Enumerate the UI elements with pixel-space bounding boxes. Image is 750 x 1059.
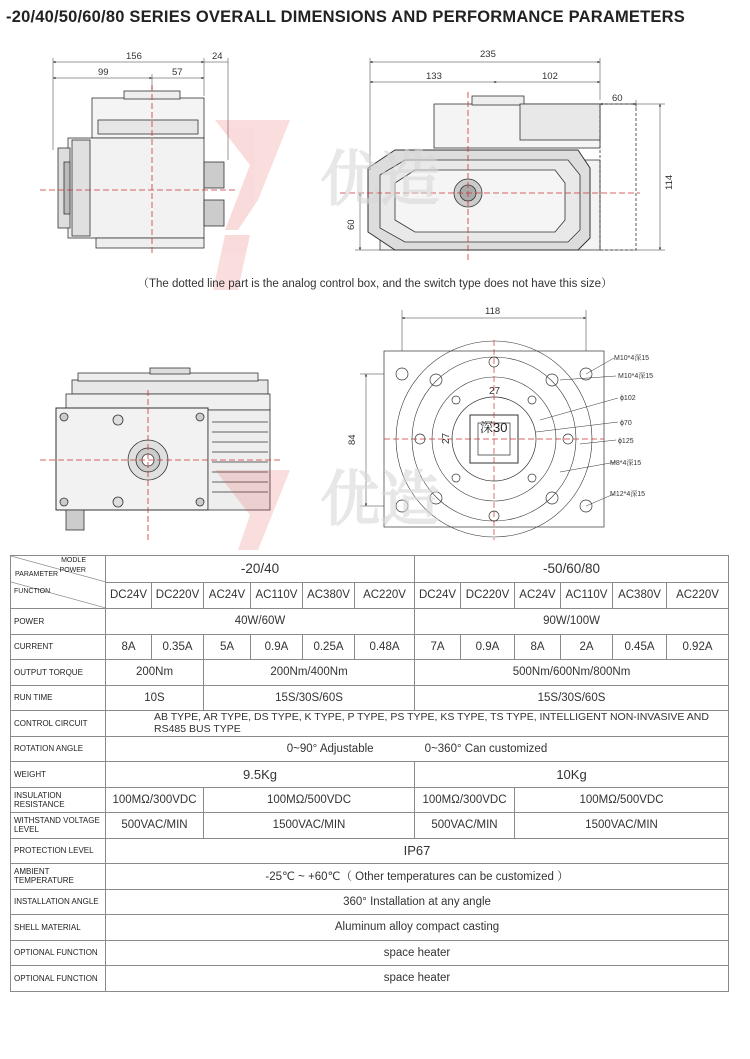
insulation-ac-b: 100MΩ/500VDC bbox=[515, 787, 729, 813]
side-view-drawing bbox=[40, 58, 235, 255]
torque-dc: 200Nm bbox=[106, 660, 204, 686]
dim-24: 24 bbox=[212, 51, 223, 62]
row-shell-material bbox=[11, 915, 729, 941]
dim-235: 235 bbox=[480, 49, 496, 60]
power-20-40: 40W/60W bbox=[106, 609, 415, 635]
withstand-dc-b: 500VAC/MIN bbox=[415, 813, 515, 839]
torque-ac: 200Nm/400Nm bbox=[204, 660, 415, 686]
row-label: CONTROL CIRCUIT bbox=[11, 711, 106, 737]
corner-modle: MODLE bbox=[61, 557, 86, 564]
dim-60-side: 60 bbox=[346, 219, 357, 230]
current-cell: 0.48A bbox=[355, 634, 415, 660]
dim-102: 102 bbox=[542, 71, 558, 82]
current-cell: 5A bbox=[204, 634, 251, 660]
corner-parameter: PARAMETER bbox=[15, 571, 59, 578]
corner-function: FUNCTION bbox=[14, 588, 51, 595]
voltage-cell: AC220V bbox=[355, 582, 415, 609]
row-run-time bbox=[11, 685, 729, 711]
row-current bbox=[11, 634, 729, 660]
voltage-cell: DC220V bbox=[461, 582, 515, 609]
voltage-cell: AC24V bbox=[204, 582, 251, 609]
current-cell: 7A bbox=[415, 634, 461, 660]
row-label: OUTPUT TORQUE bbox=[11, 660, 106, 686]
voltage-cell: DC24V bbox=[415, 582, 461, 609]
dim-114: 114 bbox=[664, 174, 675, 190]
voltage-cell: DC220V bbox=[152, 582, 204, 609]
row-label: RUN TIME bbox=[11, 685, 106, 711]
weight-20-40: 9.5Kg bbox=[106, 762, 415, 788]
dotted-line-note: （The dotted line part is the analog control box, and the switch type does not have this size） bbox=[137, 278, 613, 290]
row-ambient-temperature bbox=[11, 864, 729, 890]
page-title: -20/40/50/60/80 SERIES OVERALL DIMENSIONS AND PERFORMANCE PARAMETERS bbox=[6, 8, 685, 26]
current-cell: 0.45A bbox=[613, 634, 667, 660]
withstand-dc-a: 500VAC/MIN bbox=[106, 813, 204, 839]
row-label: AMBIENT TEMPERATURE bbox=[11, 864, 106, 890]
optional-function-value: space heater bbox=[106, 966, 729, 992]
row-label: POWER bbox=[11, 609, 106, 635]
dia-125: ϕ125 bbox=[618, 438, 634, 445]
runtime-50-60-80: 15S/30S/60S bbox=[415, 685, 729, 711]
dia-102: ϕ102 bbox=[620, 395, 636, 402]
runtime-dc: 10S bbox=[106, 685, 204, 711]
hole-m10-a: M10*4深15 bbox=[614, 355, 650, 362]
current-cell: 0.9A bbox=[461, 634, 515, 660]
row-label: SHELL MATERIAL bbox=[11, 915, 106, 941]
hole-m8: M8*4深15 bbox=[610, 460, 642, 467]
row-label: OPTIONAL FUNCTION bbox=[11, 940, 106, 966]
row-power bbox=[11, 609, 729, 635]
performance-parameters-table bbox=[10, 555, 729, 992]
hole-m12: M12*4深15 bbox=[610, 491, 646, 498]
shell-material-value: Aluminum alloy compact casting bbox=[106, 915, 729, 941]
dim-84: 84 bbox=[347, 434, 358, 445]
insulation-dc-b: 100MΩ/300VDC bbox=[415, 787, 515, 813]
withstand-ac-a: 1500VAC/MIN bbox=[204, 813, 415, 839]
dim-133: 133 bbox=[426, 71, 442, 82]
control-circuit-value: AB TYPE, AR TYPE, DS TYPE, K TYPE, P TYPE, PS TYPE, KS TYPE, TS TYPE, INTELLIGENT NON-INVASIVE AND RS485 BUS TYPE bbox=[106, 711, 729, 737]
row-installation-angle bbox=[11, 889, 729, 915]
bottom-view-drawing bbox=[40, 368, 280, 540]
row-label: OPTIONAL FUNCTION bbox=[11, 966, 106, 992]
protection-level-value: IP67 bbox=[106, 838, 729, 864]
current-cell: 0.9A bbox=[251, 634, 303, 660]
dia-70: ϕ70 bbox=[620, 420, 632, 427]
dim-118: 118 bbox=[485, 306, 501, 317]
weight-50-60-80: 10Kg bbox=[415, 762, 729, 788]
power-50-60-80: 90W/100W bbox=[415, 609, 729, 635]
voltage-cell: DC24V bbox=[106, 582, 152, 609]
voltage-cell: AC24V bbox=[515, 582, 561, 609]
current-cell: 0.92A bbox=[667, 634, 729, 660]
row-withstand-voltage bbox=[11, 813, 729, 839]
row-label: CURRENT bbox=[11, 634, 106, 660]
current-cell: 0.25A bbox=[303, 634, 355, 660]
watermark-text-1: 优造 bbox=[320, 146, 440, 213]
insulation-dc-a: 100MΩ/300VDC bbox=[106, 787, 204, 813]
dim-60-top: 60 bbox=[612, 93, 623, 104]
section-20-40: -20/40 bbox=[106, 556, 415, 583]
section-50-60-80: -50/60/80 bbox=[415, 556, 729, 583]
watermark-text-2: 优造 bbox=[320, 466, 440, 533]
voltage-cell: AC110V bbox=[561, 582, 613, 609]
voltage-cell: AC220V bbox=[667, 582, 729, 609]
voltage-cell: AC110V bbox=[251, 582, 303, 609]
current-cell: 8A bbox=[106, 634, 152, 660]
row-protection-level bbox=[11, 838, 729, 864]
dim-57: 57 bbox=[172, 67, 183, 78]
withstand-ac-b: 1500VAC/MIN bbox=[515, 813, 729, 839]
rotation-angle-value: 0~90° Adjustable 0~360° Can customized bbox=[106, 736, 729, 762]
insulation-ac-a: 100MΩ/500VDC bbox=[204, 787, 415, 813]
row-optional-function-2 bbox=[11, 966, 729, 992]
row-label: WITHSTAND VOLTAGE LEVEL bbox=[11, 813, 106, 839]
row-label: WEIGHT bbox=[11, 762, 106, 788]
row-label: INSTALLATION ANGLE bbox=[11, 889, 106, 915]
current-cell: 2A bbox=[561, 634, 613, 660]
hole-m10-b: M10*4深15 bbox=[618, 373, 654, 380]
dim-156: 156 bbox=[126, 51, 142, 62]
row-label: PROTECTION LEVEL bbox=[11, 838, 106, 864]
optional-function-value: space heater bbox=[106, 940, 729, 966]
row-weight bbox=[11, 762, 729, 788]
torque-50-60-80: 500Nm/600Nm/800Nm bbox=[415, 660, 729, 686]
header-row-sections bbox=[11, 556, 729, 583]
dim-99: 99 bbox=[98, 67, 109, 78]
voltage-cell: AC380V bbox=[613, 582, 667, 609]
ambient-temperature-value: -25℃ ~ +60℃（ Other temperatures can be customized ） bbox=[106, 864, 729, 890]
row-label: INSULATION RESISTANCE bbox=[11, 787, 106, 813]
row-control-circuit bbox=[11, 711, 729, 737]
row-label: ROTATION ANGLE bbox=[11, 736, 106, 762]
depth-label: 深30 bbox=[480, 420, 508, 435]
dim-27-v: 27 bbox=[441, 432, 452, 444]
row-output-torque bbox=[11, 660, 729, 686]
current-cell: 0.35A bbox=[152, 634, 204, 660]
row-optional-function-1 bbox=[11, 940, 729, 966]
runtime-ac: 15S/30S/60S bbox=[204, 685, 415, 711]
row-insulation-resistance bbox=[11, 787, 729, 813]
installation-angle-value: 360° Installation at any angle bbox=[106, 889, 729, 915]
header-row-voltages bbox=[11, 582, 729, 609]
current-cell: 8A bbox=[515, 634, 561, 660]
row-rotation-angle bbox=[11, 736, 729, 762]
voltage-cell: AC380V bbox=[303, 582, 355, 609]
header-corner-cell bbox=[11, 556, 106, 609]
corner-power: POWER bbox=[59, 567, 86, 574]
dim-27-h: 27 bbox=[489, 386, 501, 397]
